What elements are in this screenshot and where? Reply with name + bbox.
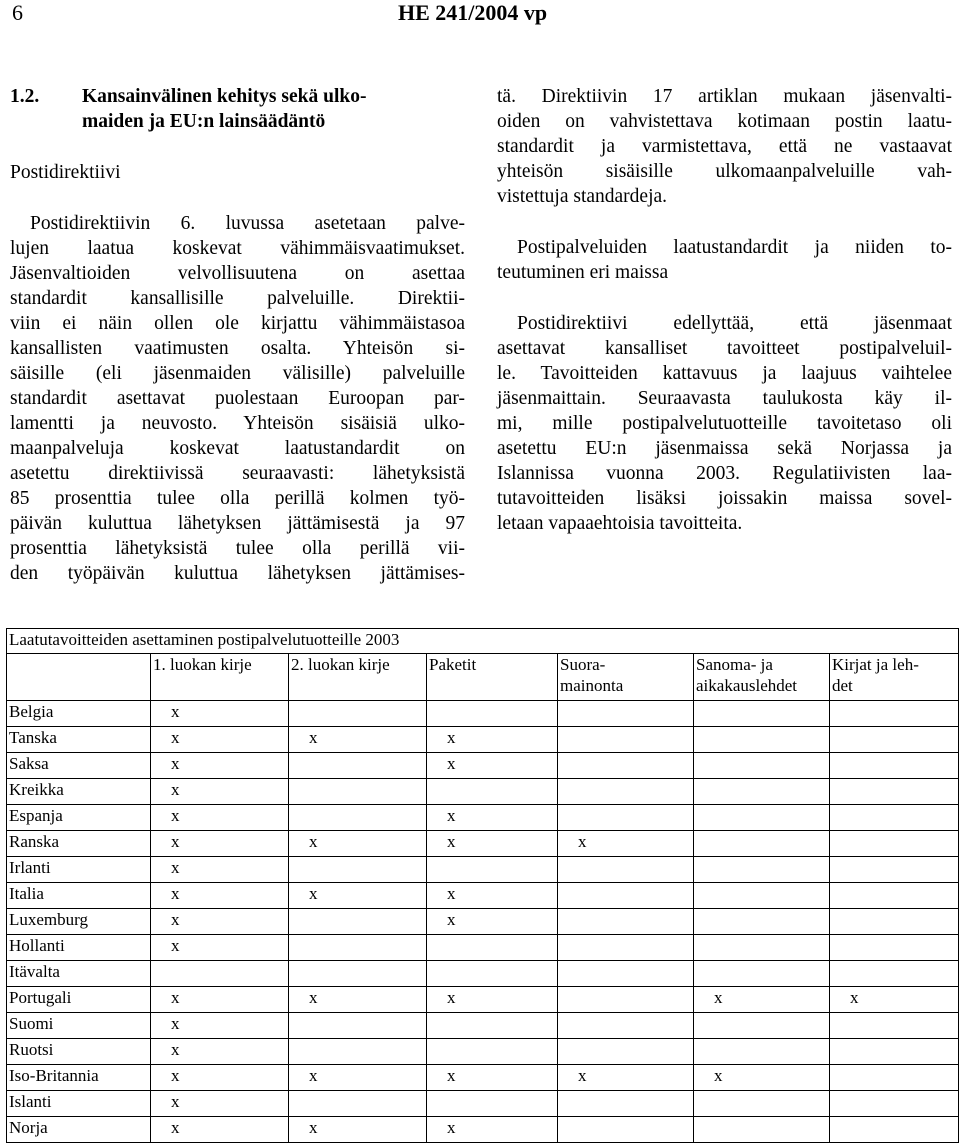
left-paragraph	[10, 211, 465, 586]
country-cell: Itävalta	[7, 961, 151, 987]
mark-cell	[558, 701, 694, 727]
text-line: Postidirektiivin 6. luvussa asetetaan palve-	[30, 213, 465, 234]
mark-cell	[558, 727, 694, 753]
mark-cell: x	[289, 883, 427, 909]
text-line: kansallisten vaatimusten osalta. Yhteisön si-	[10, 338, 465, 359]
section-title	[82, 84, 366, 134]
mark-cell	[289, 909, 427, 935]
mark-cell	[558, 883, 694, 909]
mark-cell	[694, 779, 830, 805]
mark-cell	[694, 1013, 830, 1039]
mark-cell	[830, 961, 959, 987]
mark-cell	[830, 701, 959, 727]
mark-cell	[558, 1117, 694, 1143]
table-row	[7, 883, 959, 909]
text-line: standardit kansallisille palveluille. Direktii-	[10, 288, 465, 309]
left-column	[10, 84, 465, 586]
mark-cell: x	[151, 727, 289, 753]
text-line: letaan vapaaehtoisia tavoitteita.	[497, 513, 743, 534]
text-line: teutuminen eri maissa	[497, 262, 669, 283]
table-row	[7, 779, 959, 805]
text-line: lujen laatua koskevat vähimmäisvaatimukset.	[10, 238, 465, 259]
table-row	[7, 1039, 959, 1065]
mark-cell	[289, 701, 427, 727]
country-cell: Saksa	[7, 753, 151, 779]
text-line: maanpalveluja koskevat laatustandardit on	[10, 438, 465, 459]
text-line: vistettuja standardeja.	[497, 186, 668, 207]
mark-cell	[694, 831, 830, 857]
mark-cell	[830, 1117, 959, 1143]
mark-cell	[694, 857, 830, 883]
mark-cell	[694, 753, 830, 779]
mark-cell	[558, 987, 694, 1013]
text-line: jäsenmaittain. Seuraavasta taulukosta käy il-	[497, 388, 952, 409]
mark-cell: x	[558, 1065, 694, 1091]
mark-cell: x	[151, 909, 289, 935]
country-cell: Islanti	[7, 1091, 151, 1117]
text-line: prosenttia lähetyksistä tulee olla perillä vii-	[10, 538, 465, 559]
mark-cell: x	[694, 987, 830, 1013]
mark-cell	[427, 1091, 558, 1117]
mark-cell: x	[427, 753, 558, 779]
mark-cell	[830, 935, 959, 961]
table-row	[7, 753, 959, 779]
mark-cell: x	[694, 1065, 830, 1091]
section-title-line: Kansainvälinen kehitys sekä ulko-	[82, 86, 367, 107]
column-header: Kirjat ja leh- det	[830, 654, 959, 701]
mark-cell: x	[151, 831, 289, 857]
mark-cell: x	[151, 701, 289, 727]
country-cell: Portugali	[7, 987, 151, 1013]
mark-cell: x	[151, 779, 289, 805]
mark-cell	[558, 1013, 694, 1039]
text-line: standardit ja varmistettava, että ne vastaavat	[497, 136, 952, 157]
table-row	[7, 831, 959, 857]
mark-cell: x	[427, 909, 558, 935]
table-row	[7, 1013, 959, 1039]
mark-cell: x	[427, 831, 558, 857]
text-line: yhteisön sisäisille ulkomaanpalveluille vah-	[497, 161, 952, 182]
text-line: lamentti ja neuvosto. Yhteisön sisäisiä ulko-	[10, 413, 465, 434]
country-cell: Kreikka	[7, 779, 151, 805]
mark-cell	[830, 727, 959, 753]
mark-cell	[830, 1091, 959, 1117]
right-column	[497, 84, 952, 536]
mark-cell: x	[151, 1117, 289, 1143]
right-paragraph-2	[497, 311, 952, 536]
mark-cell	[694, 1117, 830, 1143]
mark-cell: x	[289, 831, 427, 857]
mark-cell	[694, 701, 830, 727]
text-line: asetettu direktiivissä seuraavasti: lähetyksistä	[10, 463, 465, 484]
country-cell: Irlanti	[7, 857, 151, 883]
mark-cell	[427, 701, 558, 727]
country-cell: Belgia	[7, 701, 151, 727]
mark-cell	[830, 1013, 959, 1039]
mark-cell	[289, 1091, 427, 1117]
text-line: mi, mille postipalvelutuotteille tavoitetaso oli	[497, 413, 952, 434]
country-cell: Suomi	[7, 1013, 151, 1039]
mark-cell	[694, 883, 830, 909]
table-row	[7, 1091, 959, 1117]
mark-cell: x	[427, 1117, 558, 1143]
mark-cell	[830, 909, 959, 935]
right-heading	[497, 235, 952, 285]
country-cell: Tanska	[7, 727, 151, 753]
mark-cell	[289, 779, 427, 805]
text-line: oiden on vahvistettava kotimaan postin laatu-	[497, 111, 952, 132]
mark-cell	[694, 961, 830, 987]
mark-cell: x	[151, 1065, 289, 1091]
mark-cell: x	[558, 831, 694, 857]
mark-cell	[830, 1065, 959, 1091]
text-line: säisille (eli jäsenmaiden välisille) palveluille	[10, 363, 465, 384]
mark-cell	[830, 831, 959, 857]
page-number: 6	[12, 0, 23, 25]
section-title-line: maiden ja EU:n lainsäädäntö	[82, 111, 326, 132]
mark-cell	[289, 805, 427, 831]
text-line: päivän kuluttua lähetyksen jättämisestä ja 97	[10, 513, 465, 534]
table-row	[7, 857, 959, 883]
mark-cell	[558, 961, 694, 987]
mark-cell	[830, 857, 959, 883]
text-line: den työpäivän kuluttua lähetyksen jättämises-	[10, 563, 465, 584]
mark-cell: x	[151, 935, 289, 961]
mark-cell	[694, 935, 830, 961]
mark-cell	[694, 1039, 830, 1065]
mark-cell: x	[151, 1013, 289, 1039]
text-line: Postipalveluiden laatustandardit ja niiden to-	[517, 237, 952, 258]
table-row	[7, 727, 959, 753]
country-cell: Espanja	[7, 805, 151, 831]
text-line: tä. Direktiivin 17 artiklan mukaan jäsenvalti-	[497, 86, 952, 107]
text-line: viin ei näin ollen ole kirjattu vähimmäistasoa	[10, 313, 465, 334]
mark-cell: x	[427, 987, 558, 1013]
mark-cell	[830, 1039, 959, 1065]
mark-cell	[289, 1013, 427, 1039]
mark-cell	[558, 1091, 694, 1117]
country-cell: Luxemburg	[7, 909, 151, 935]
mark-cell	[151, 961, 289, 987]
country-cell: Italia	[7, 883, 151, 909]
country-cell: Ranska	[7, 831, 151, 857]
mark-cell	[427, 935, 558, 961]
mark-cell: x	[427, 805, 558, 831]
mark-cell	[558, 805, 694, 831]
text-line: standardit asettavat puolestaan Euroopan par-	[10, 388, 465, 409]
mark-cell: x	[151, 753, 289, 779]
mark-cell	[289, 935, 427, 961]
mark-cell	[830, 883, 959, 909]
country-cell: Iso-Britannia	[7, 1065, 151, 1091]
mark-cell	[558, 753, 694, 779]
column-header: Paketit	[427, 654, 558, 701]
mark-cell	[830, 779, 959, 805]
mark-cell: x	[151, 1091, 289, 1117]
mark-cell	[289, 961, 427, 987]
mark-cell: x	[289, 987, 427, 1013]
text-line: asetettu EU:n jäsenmaissa sekä Norjassa ja	[497, 438, 952, 459]
mark-cell	[289, 1039, 427, 1065]
country-cell: Ruotsi	[7, 1039, 151, 1065]
section-number: 1.2.	[10, 86, 40, 107]
right-paragraph-1	[497, 84, 952, 209]
text-line: Postidirektiivi edellyttää, että jäsenmaat	[517, 313, 952, 334]
subheading: Postidirektiivi	[10, 162, 121, 183]
mark-cell: x	[289, 1065, 427, 1091]
mark-cell: x	[151, 1039, 289, 1065]
table-caption: Laatutavoitteiden asettaminen postipalvelutuotteille 2003	[7, 629, 959, 654]
mark-cell	[427, 1039, 558, 1065]
mark-cell	[558, 935, 694, 961]
text-line: tutavoitteiden lisäksi joissakin maissa sovel-	[497, 488, 952, 509]
column-header: 1. luokan kirje	[151, 654, 289, 701]
table-row	[7, 1065, 959, 1091]
mark-cell	[694, 727, 830, 753]
mark-cell	[558, 909, 694, 935]
table-row	[7, 805, 959, 831]
country-cell: Norja	[7, 1117, 151, 1143]
mark-cell: x	[289, 1117, 427, 1143]
text-line: asettavat kansalliset tavoitteet postipalveluil-	[497, 338, 952, 359]
mark-cell: x	[151, 883, 289, 909]
mark-cell	[558, 779, 694, 805]
mark-cell	[830, 753, 959, 779]
mark-cell	[289, 753, 427, 779]
table-row	[7, 961, 959, 987]
mark-cell	[830, 805, 959, 831]
mark-cell: x	[427, 883, 558, 909]
mark-cell	[427, 961, 558, 987]
mark-cell: x	[830, 987, 959, 1013]
text-line: le. Tavoitteiden kattavuus ja laajuus vaihtelee	[497, 363, 952, 384]
mark-cell	[558, 857, 694, 883]
mark-cell: x	[151, 857, 289, 883]
section-heading	[10, 84, 465, 134]
mark-cell	[694, 805, 830, 831]
mark-cell: x	[151, 987, 289, 1013]
mark-cell: x	[427, 1065, 558, 1091]
mark-cell	[558, 1039, 694, 1065]
table-row	[7, 935, 959, 961]
table-row	[7, 701, 959, 727]
table-row	[7, 1117, 959, 1143]
document-id: HE 241/2004 vp	[398, 0, 548, 25]
country-cell: Hollanti	[7, 935, 151, 961]
mark-cell	[694, 1091, 830, 1117]
mark-cell	[427, 1013, 558, 1039]
quality-targets-table	[6, 628, 959, 1143]
column-header: Sanoma- ja aikakauslehdet	[694, 654, 830, 701]
mark-cell: x	[151, 805, 289, 831]
mark-cell	[427, 857, 558, 883]
mark-cell	[289, 857, 427, 883]
text-line: Jäsenvaltioiden velvollisuutena on asettaa	[10, 263, 465, 284]
mark-cell	[694, 909, 830, 935]
table-row	[7, 987, 959, 1013]
mark-cell: x	[427, 727, 558, 753]
column-header: 2. luokan kirje	[289, 654, 427, 701]
mark-cell	[427, 779, 558, 805]
mark-cell: x	[289, 727, 427, 753]
column-header: Suora- mainonta	[558, 654, 694, 701]
text-line: 85 prosenttia tulee olla perillä kolmen työ-	[10, 488, 465, 509]
text-line: Islannissa vuonna 2003. Regulatiivisten laa-	[497, 463, 952, 484]
header-empty-cell	[7, 654, 151, 701]
table-row	[7, 909, 959, 935]
